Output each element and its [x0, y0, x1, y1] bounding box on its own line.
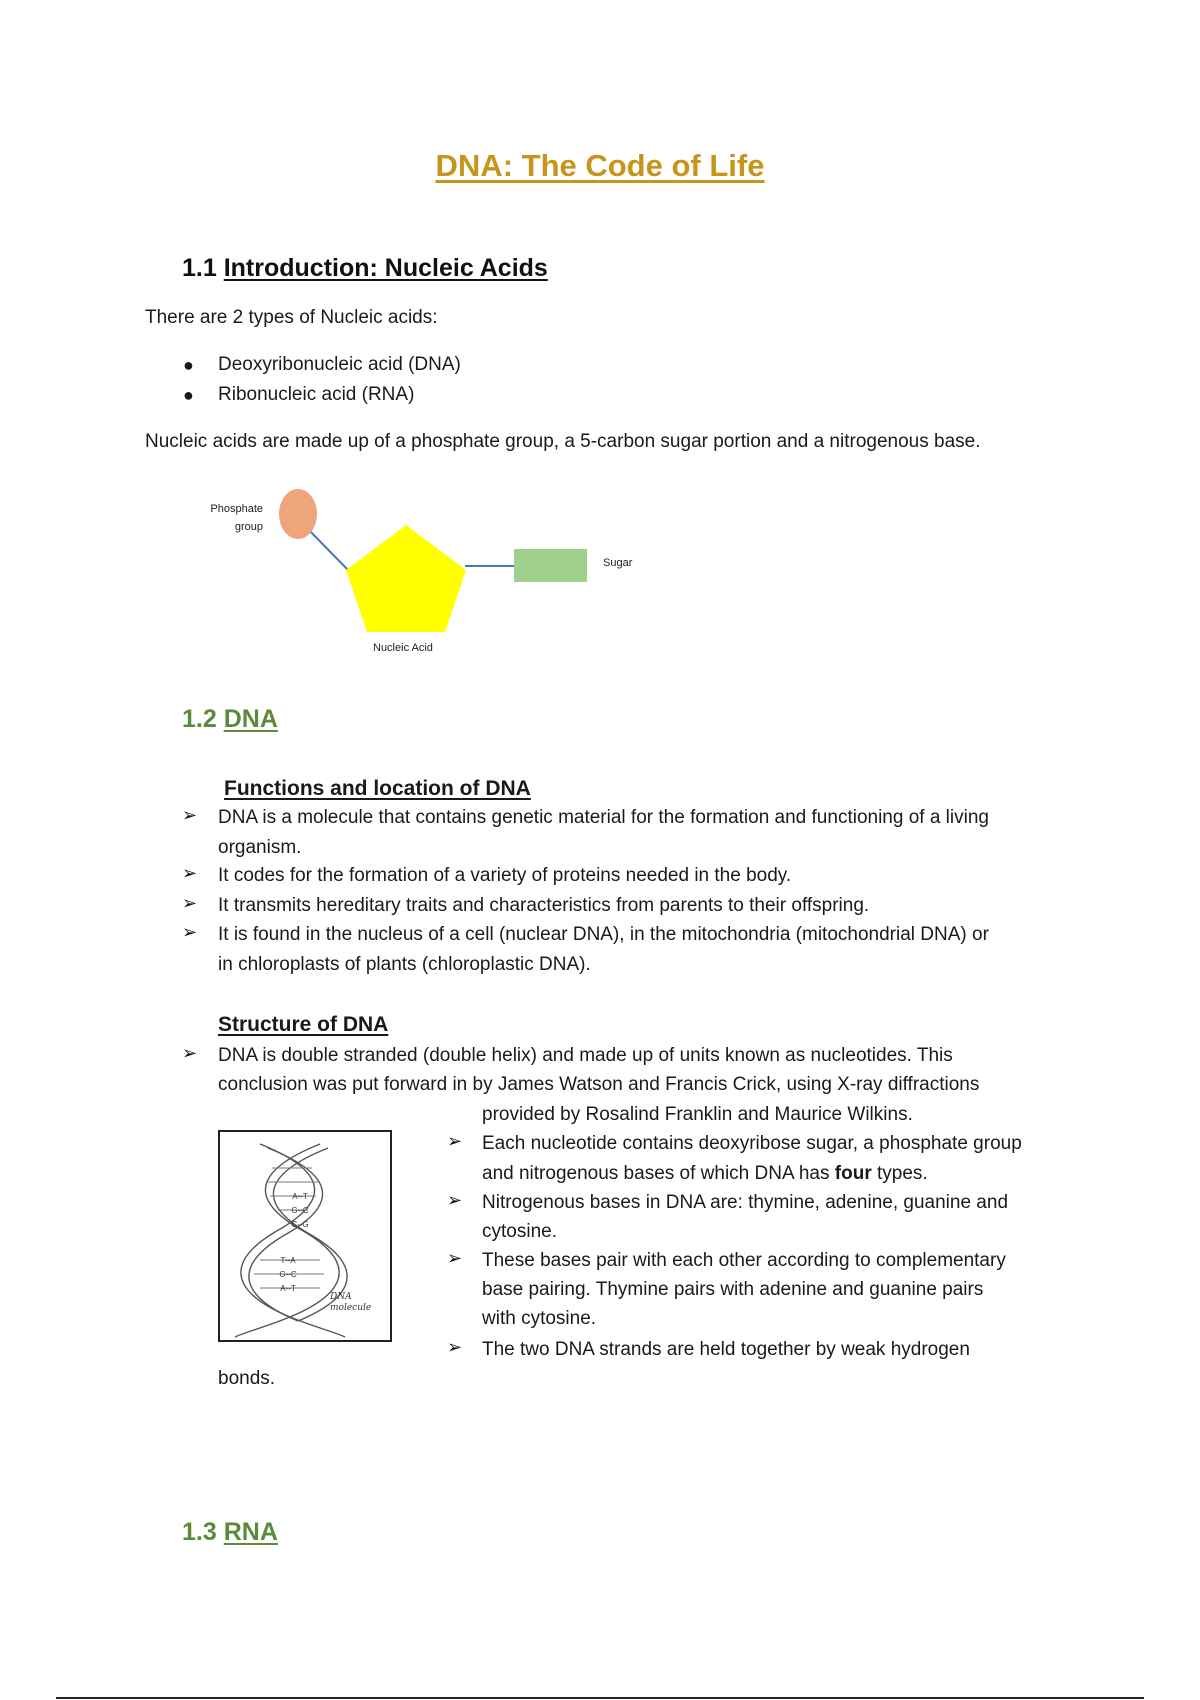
nucleic-acid-label: Nucleic Acid: [373, 642, 433, 654]
footer-rule: [56, 1697, 1144, 1699]
section-title: RNA: [223, 1518, 278, 1546]
section-number: 1.3: [182, 1518, 217, 1546]
section-heading-dna: [182, 705, 278, 734]
list-item-text: Ribonucleic acid (RNA): [218, 384, 415, 405]
base-pairs-lower: [260, 1254, 316, 1296]
section-number: 1.1: [182, 254, 217, 282]
list-item-text: It codes for the formation of a variety of proteins needed in the body.: [218, 865, 792, 886]
phosphate-link: [305, 526, 348, 570]
list-item-text: Nitrogenous bases in DNA are: thymine, adenine, guanine and: [482, 1192, 1009, 1213]
section-title: Introduction: Nucleic Acids: [223, 254, 548, 282]
sugar-label: Sugar: [603, 557, 633, 569]
dna-molecule-label-line: DNA: [330, 1292, 352, 1302]
arrow-bullet-icon: ➢: [447, 1337, 463, 1357]
phosphate-group-shape: [279, 489, 317, 539]
subheading-functions: Functions and location of DNA: [224, 777, 531, 800]
phosphate-label-line: Phosphate: [210, 503, 263, 515]
arrow-bullet-icon: ➢: [182, 893, 198, 913]
sugar-shape: [514, 549, 587, 582]
arrow-bullet-icon: ➢: [447, 1248, 463, 1268]
composition-text: Nucleic acids are made up of a phosphate group, a 5-carbon sugar portion and a nitrogenous base.: [145, 431, 981, 452]
arrow-bullet-icon: ➢: [447, 1190, 463, 1210]
base-pair-label: C--G: [291, 1220, 309, 1229]
bullet-icon: ●: [183, 385, 194, 405]
section-heading-intro: [182, 254, 548, 283]
list-item-text: Deoxyribonucleic acid (DNA): [218, 354, 461, 375]
list-item-text: in chloroplasts of plants (chloroplastic DNA).: [218, 954, 591, 975]
arrow-bullet-icon: ➢: [182, 922, 198, 942]
list-item-text: base pairing. Thymine pairs with adenine and guanine pairs: [482, 1279, 984, 1300]
nucleic-acid-pentagon: [346, 525, 466, 632]
phosphate-label: [205, 500, 263, 536]
arrow-bullet-icon: ➢: [182, 1043, 198, 1063]
base-pair-label: T--A: [280, 1256, 296, 1265]
list-item-text: DNA is a molecule that contains genetic material for the formation and functioning of a living: [218, 807, 989, 828]
phosphate-label-line: group: [234, 521, 263, 533]
list-item-text: It is found in the nucleus of a cell (nuclear DNA), in the mitochondria (mitochondrial DNA) or: [218, 924, 989, 945]
base-pairs-upper: [272, 1190, 328, 1232]
arrow-bullet-icon: ➢: [447, 1131, 463, 1151]
base-pair-label: G--C: [279, 1270, 297, 1279]
list-item: [183, 380, 415, 411]
list-item: [183, 350, 461, 381]
intro-text: There are 2 types of Nucleic acids:: [145, 307, 438, 328]
base-pair-label: A--T: [280, 1284, 296, 1293]
base-pair-label: G--C: [291, 1206, 309, 1215]
list-item-text: The two DNA strands are held together by weak hydrogen: [482, 1339, 970, 1360]
section-number: 1.2: [182, 705, 217, 733]
list-item-text: These bases pair with each other according to complementary: [482, 1250, 1006, 1271]
text-run: and nitrogenous bases of which DNA has: [482, 1163, 835, 1184]
dna-molecule-label-line: molecule: [330, 1303, 372, 1313]
arrow-bullet-icon: ➢: [182, 863, 198, 883]
bullet-icon: ●: [183, 355, 194, 375]
list-item-text: conclusion was put forward in by James Watson and Francis Crick, using X-ray diffractions: [218, 1074, 980, 1095]
arrow-bullet-icon: ➢: [182, 805, 198, 825]
list-item-text: cytosine.: [482, 1221, 557, 1242]
list-item-text: Each nucleotide contains deoxyribose sugar, a phosphate group: [482, 1133, 1022, 1154]
subheading-structure: Structure of DNA: [218, 1013, 389, 1036]
list-item-text: provided by Rosalind Franklin and Maurice Wilkins.: [482, 1104, 913, 1125]
dna-molecule-label: [330, 1292, 371, 1314]
emphasis-text: four: [834, 1163, 872, 1184]
section-heading-rna: [182, 1518, 278, 1547]
list-item-text: DNA is double stranded (double helix) and made up of units known as nucleotides. This: [218, 1045, 953, 1066]
section-title: DNA: [223, 705, 278, 733]
list-item-text: [482, 1159, 928, 1189]
list-item-text: It transmits hereditary traits and characteristics from parents to their offspring.: [218, 895, 870, 916]
list-item-text: organism.: [218, 837, 302, 858]
page-title: DNA: The Code of Life: [435, 148, 765, 183]
dna-figure: [218, 1130, 392, 1342]
base-pair-label: A--T: [292, 1192, 308, 1201]
list-item-text: with cytosine.: [482, 1308, 597, 1329]
list-item-text: bonds.: [218, 1368, 276, 1389]
text-run: types.: [871, 1163, 928, 1184]
